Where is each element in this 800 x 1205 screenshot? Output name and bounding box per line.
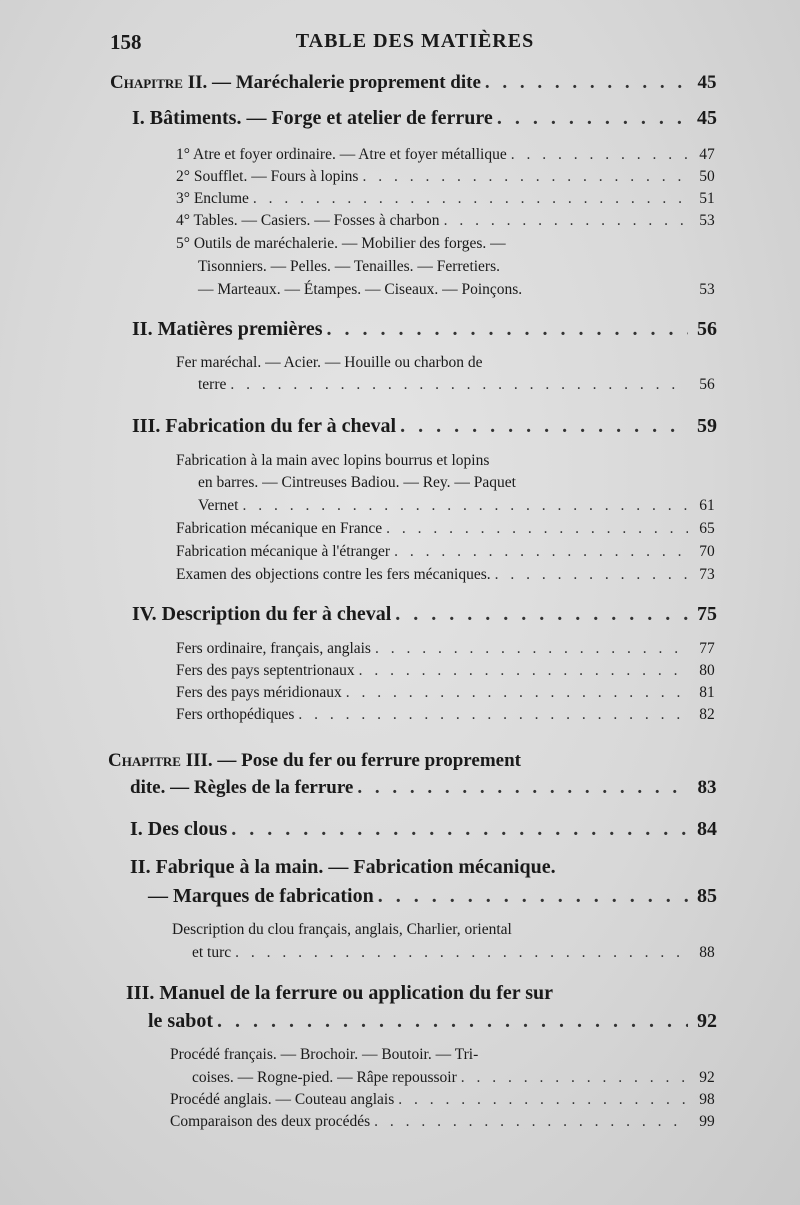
- entry-page: 80: [699, 662, 715, 679]
- entry-text: terre: [198, 376, 227, 393]
- subentry[interactable]: [176, 146, 722, 164]
- entry-page: 45: [697, 107, 717, 129]
- subentry[interactable]: [192, 1069, 722, 1087]
- subentry[interactable]: [192, 944, 722, 962]
- entry-page: 47: [699, 146, 715, 163]
- entry-page: 83: [697, 777, 717, 798]
- subentry[interactable]: [176, 212, 722, 230]
- section-entry[interactable]: [132, 107, 722, 130]
- entry-page: 53: [699, 212, 715, 229]
- entry-text: 4° Tables. — Casiers. — Fosses à charbon: [176, 212, 440, 229]
- entry-text: Fers ordinaire, français, anglais: [176, 640, 371, 657]
- subentry[interactable]: [198, 376, 722, 394]
- entry-text: IV. Description du fer à cheval: [132, 603, 392, 625]
- entry-text: — Marteaux. — Étampes. — Ciseaux. — Poinçons.: [198, 281, 523, 298]
- entry-text: le sabot: [148, 1010, 213, 1032]
- subentry[interactable]: [176, 190, 722, 208]
- entry-text: 2° Soufflet. — Fours à lopins: [176, 168, 359, 185]
- entry-page: 88: [699, 944, 715, 961]
- subentry-line[interactable]: Fabrication à la main avec lopins bourrus et lopins: [176, 452, 490, 469]
- page-number: 158: [110, 30, 142, 54]
- subentry[interactable]: [176, 566, 722, 584]
- entry-page: 77: [699, 640, 715, 657]
- section-line[interactable]: III. Manuel de la ferrure ou application du fer sur: [126, 982, 554, 1004]
- entry-page: 85: [697, 885, 717, 907]
- entry-text: Vernet: [198, 497, 239, 514]
- entry-text: 1° Atre et foyer ordinaire. — Atre et foyer métallique: [176, 146, 507, 163]
- entry-page: 82: [699, 706, 715, 723]
- section-entry[interactable]: [130, 818, 722, 841]
- chapter-prefix: Chapitre: [110, 72, 183, 93]
- page-header: [110, 30, 720, 60]
- entry-text: Comparaison des deux procédés: [170, 1113, 371, 1130]
- entry-page: 70: [699, 543, 715, 560]
- entry-page: 92: [697, 1010, 717, 1032]
- entry-page: 99: [699, 1113, 715, 1130]
- section-entry[interactable]: [132, 603, 722, 626]
- subentry[interactable]: [176, 168, 722, 186]
- entry-text: coises. — Rogne-pied. — Râpe repoussoir: [192, 1069, 457, 1086]
- entry-text: Fers des pays méridionaux: [176, 684, 342, 701]
- entry-text: Examen des objections contre les fers mécaniques.: [176, 566, 491, 583]
- section-entry[interactable]: [148, 885, 722, 908]
- subentry[interactable]: [176, 640, 722, 658]
- entry-text: I. Bâtiments. — Forge et atelier de ferrure: [132, 107, 493, 129]
- entry-page: 84: [697, 818, 717, 840]
- subentry[interactable]: [176, 543, 722, 561]
- subentry[interactable]: [170, 1091, 722, 1109]
- subentry[interactable]: [176, 684, 722, 702]
- entry-page: 98: [699, 1091, 715, 1108]
- section-line[interactable]: II. Fabrique à la main. — Fabrication mécanique.: [130, 856, 556, 878]
- chapter-2-entry[interactable]: [110, 72, 722, 94]
- entry-page: 61: [699, 497, 715, 514]
- entry-text: Procédé anglais. — Couteau anglais: [170, 1091, 395, 1108]
- entry-page: 75: [697, 603, 717, 625]
- subentry-line[interactable]: en barres. — Cintreuses Badiou. — Rey. — Paquet: [198, 474, 516, 491]
- entry-page: 65: [699, 520, 715, 537]
- subentry-line[interactable]: Fer maréchal. — Acier. — Houille ou charbon de: [176, 354, 483, 371]
- page-title: TABLE DES MATIÈRES: [295, 30, 535, 52]
- section-entry[interactable]: [132, 318, 722, 341]
- chapter-3-entry[interactable]: [108, 750, 521, 772]
- entry-page: 56: [697, 318, 717, 340]
- entry-text: — Marques de fabrication: [148, 885, 374, 907]
- subentry[interactable]: [198, 281, 722, 299]
- entry-page: 59: [697, 415, 717, 437]
- entry-page: 56: [699, 376, 715, 393]
- section-entry[interactable]: [148, 1010, 722, 1033]
- entry-text: Fers des pays septentrionaux: [176, 662, 355, 679]
- entry-page: 73: [699, 566, 715, 583]
- subentry[interactable]: [198, 497, 722, 515]
- entry-text: 3° Enclume: [176, 190, 249, 207]
- entry-text: Fabrication mécanique à l'étranger: [176, 543, 391, 560]
- entry-text: II. — Maréchalerie proprement dite: [187, 72, 481, 93]
- subentry[interactable]: [176, 520, 722, 538]
- entry-page: 50: [699, 168, 715, 185]
- entry-text: I. Des clous: [130, 818, 228, 840]
- entry-text: II. Matières premières: [132, 318, 323, 340]
- chapter-prefix: Chapitre: [108, 750, 181, 771]
- subentry-line[interactable]: Description du clou français, anglais, Charlier, oriental: [172, 921, 512, 938]
- subentry[interactable]: [170, 1113, 722, 1131]
- entry-page: 92: [699, 1069, 715, 1086]
- subentry-line[interactable]: Procédé français. — Brochoir. — Boutoir. — Tri-: [170, 1046, 479, 1063]
- entry-page: 81: [699, 684, 715, 701]
- subentry[interactable]: [176, 706, 722, 724]
- entry-page: 53: [699, 281, 715, 298]
- entry-page: 51: [699, 190, 715, 207]
- subentry-line[interactable]: Tisonniers. — Pelles. — Tenailles. — Ferretiers.: [198, 258, 501, 275]
- entry-text: dite. — Règles de la ferrure: [130, 777, 354, 798]
- subentry[interactable]: [176, 662, 722, 680]
- chapter-3-entry-cont[interactable]: [130, 777, 722, 799]
- entry-text: III. Fabrication du fer à cheval: [132, 415, 397, 437]
- entry-text: III. — Pose du fer ou ferrure proprement: [185, 750, 521, 771]
- entry-text: Fers orthopédiques: [176, 706, 295, 723]
- subentry-line[interactable]: 5° Outils de maréchalerie. — Mobilier des forges. —: [176, 235, 506, 252]
- section-entry[interactable]: [132, 415, 722, 438]
- entry-text: Fabrication mécanique en France: [176, 520, 383, 537]
- entry-text: et turc: [192, 944, 232, 961]
- entry-page: 45: [697, 72, 717, 93]
